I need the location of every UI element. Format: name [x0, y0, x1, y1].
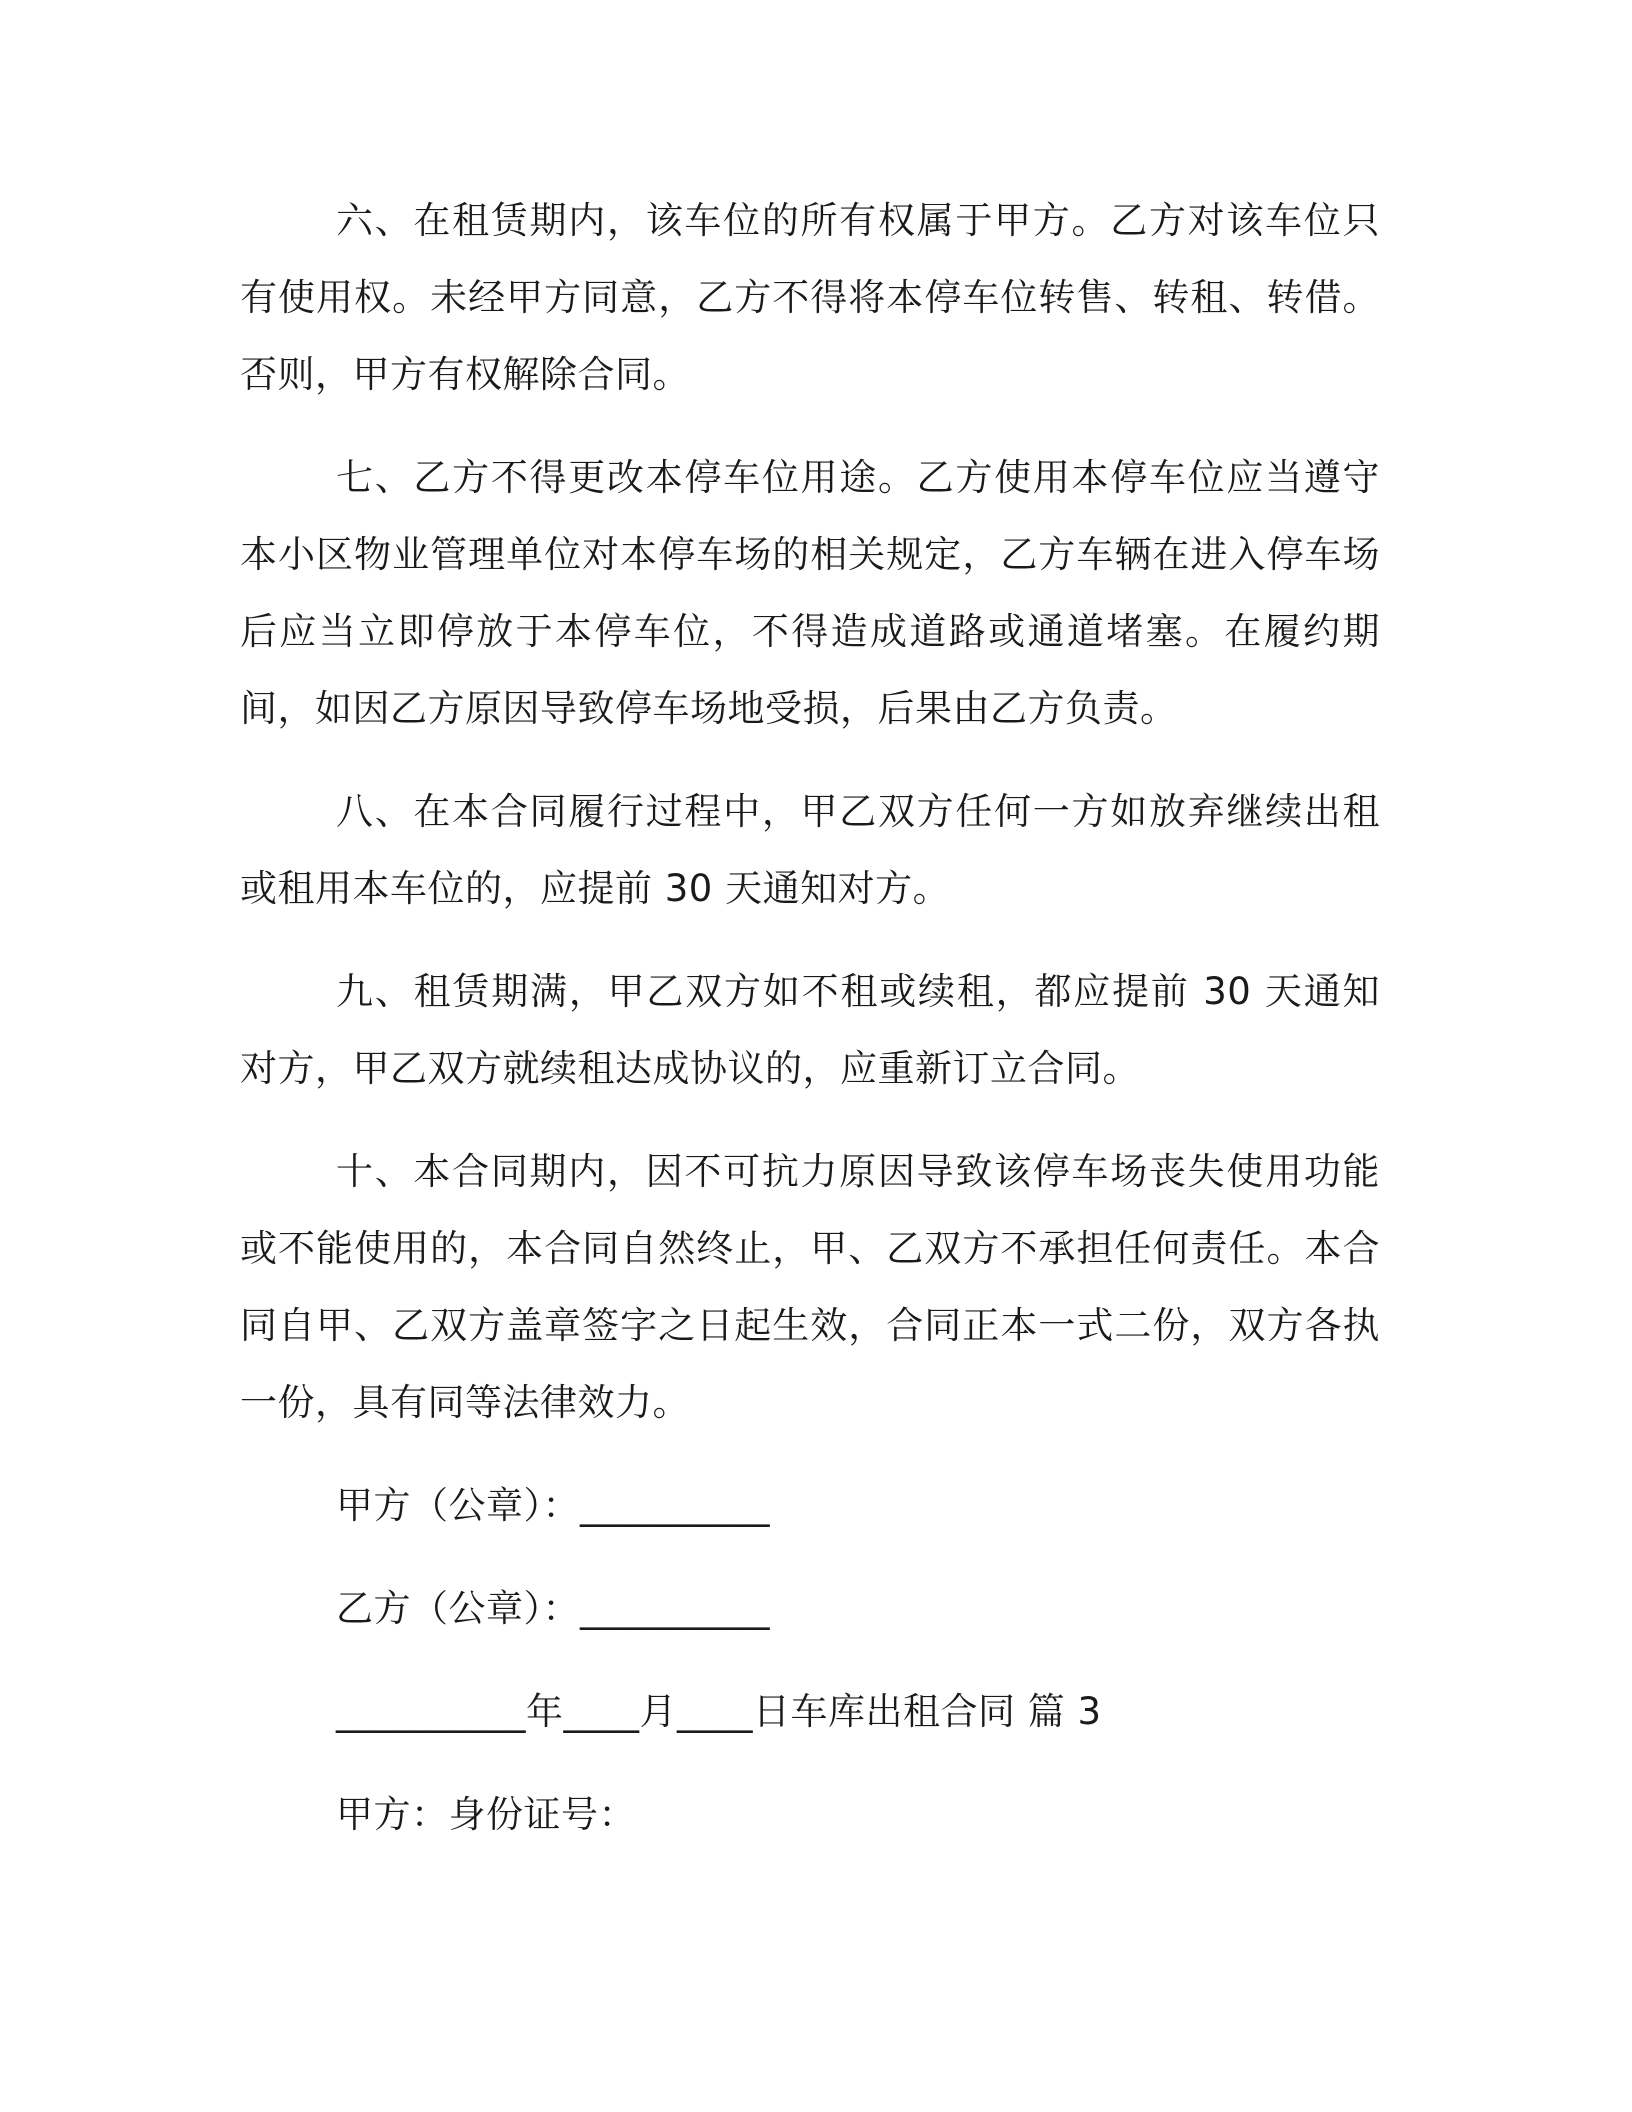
- clause-9-paragraph: 九、租赁期满，甲乙双方如不租或续租，都应提前 30 天通知对方，甲乙双方就续租达成协议的，应重新订立合同。: [240, 970, 1380, 1090]
- party-a-id-line: 甲方：身份证号：: [336, 1793, 636, 1836]
- clause-7-paragraph: 七、乙方不得更改本停车位用途。乙方使用本停车位应当遵守本小区物业管理单位对本停车场的相关规定，乙方车辆在进入停车场后应当立即停放于本停车位，不得造成道路或通道堵塞。在履约期间，如因乙方原因导致停车场地受损，后果由乙方负责。: [240, 456, 1380, 730]
- party-b-seal-line: 乙方（公章）：__________: [336, 1587, 770, 1630]
- date-and-section-title: __________年____月____日车库出租合同 篇 3: [336, 1690, 1102, 1733]
- clause-8-paragraph: 八、在本合同履行过程中，甲乙双方任何一方如放弃继续出租或租用本车位的，应提前 30 天通知对方。: [240, 790, 1380, 910]
- clause-6-paragraph: 六、在租赁期内，该车位的所有权属于甲方。乙方对该车位只有使用权。未经甲方同意，乙方不得将本停车位转售、转租、转借。否则，甲方有权解除合同。: [240, 199, 1380, 396]
- document-body: [240, 182, 1380, 1879]
- party-a-seal-line: 甲方（公章）：__________: [336, 1484, 770, 1527]
- clause-10-paragraph: 十、本合同期内，因不可抗力原因导致该停车场丧失使用功能或不能使用的，本合同自然终止，甲、乙双方不承担任何责任。本合同自甲、乙双方盖章签字之日起生效，合同正本一式二份，双方各执一份，具有同等法律效力。: [240, 1150, 1380, 1424]
